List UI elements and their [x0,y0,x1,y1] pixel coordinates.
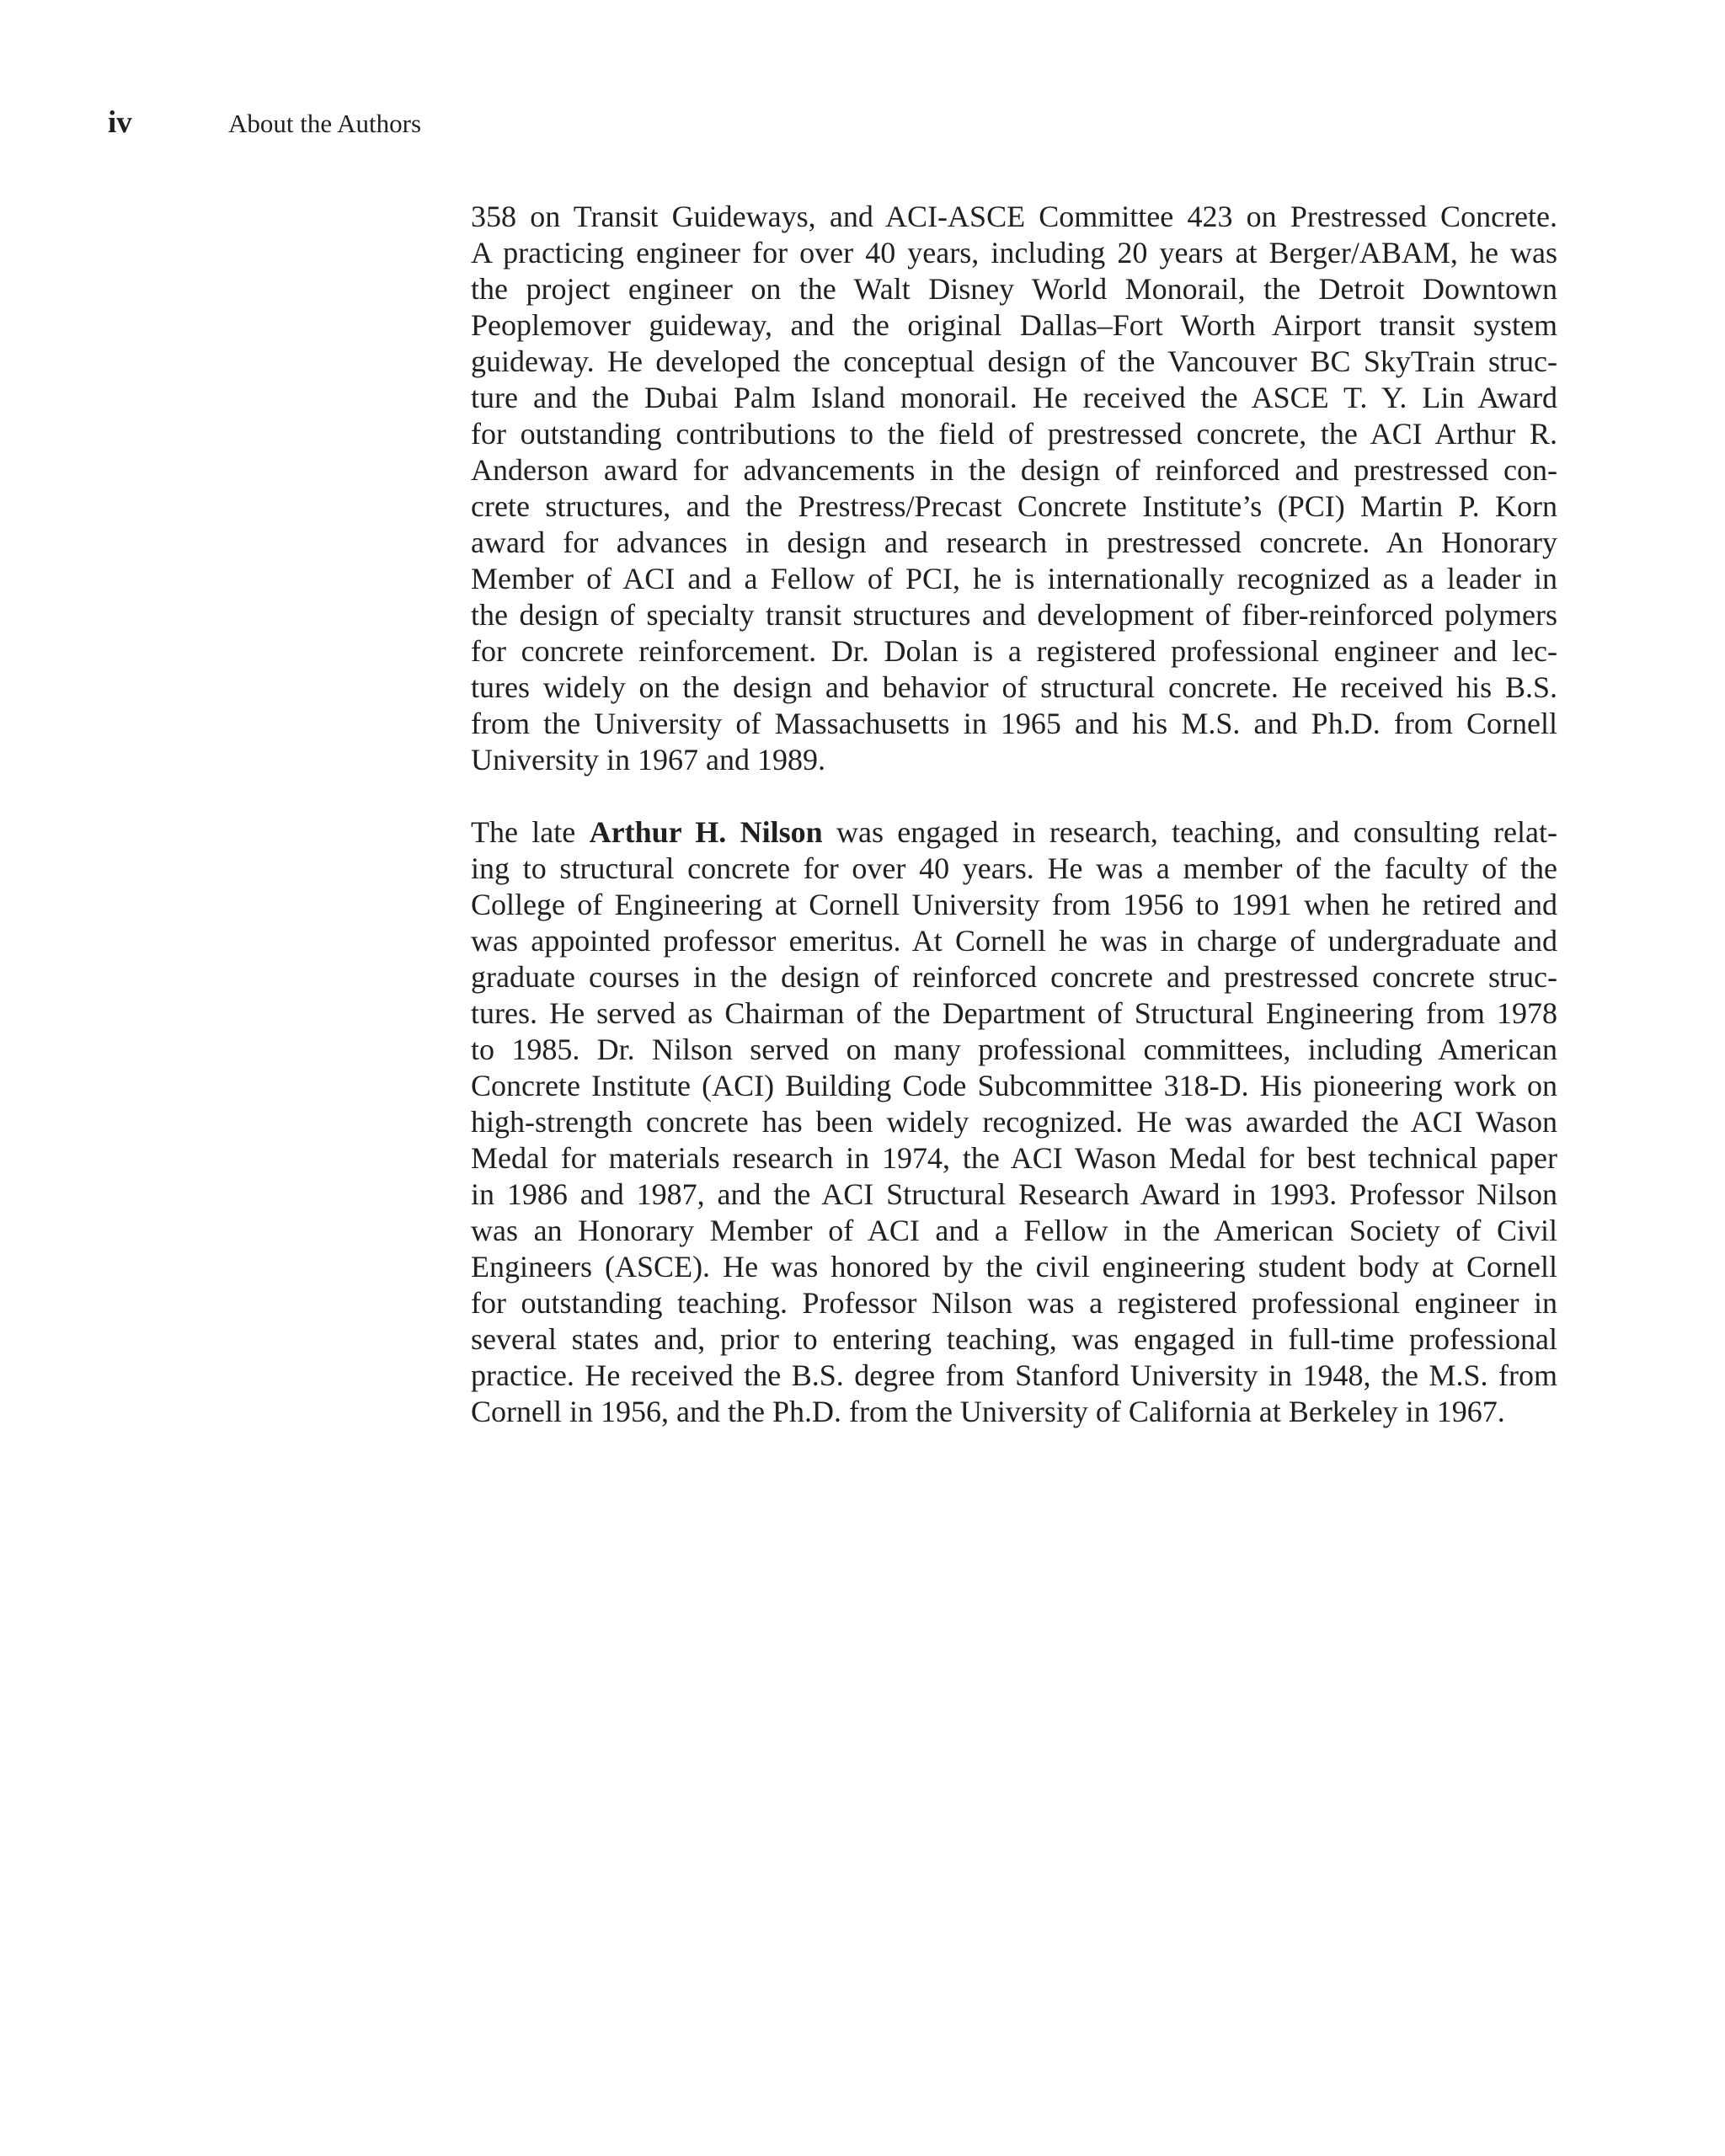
text-line: several states and, prior to entering teaching, was engaged in full-time professional [471,1322,1557,1356]
text-line: for concrete reinforcement. Dr. Dolan is a registered professional engineer and lec- [471,634,1557,668]
text-line: University in 1967 and 1989. [471,743,825,776]
text-suffix: was engaged in research, teaching, and consulting relat- [822,815,1557,849]
text-line: high-strength concrete has been widely recognized. He was awarded the ACI Wason [471,1105,1557,1139]
paragraph-nilson-bio [471,814,1557,1430]
text-line: crete structures, and the Prestress/Precast Concrete Institute’s (PCI) Martin P. Korn [471,489,1557,523]
text-line: for outstanding contributions to the field of prestressed concrete, the ACI Arthur R. [471,417,1557,451]
text-line: A practicing engineer for over 40 years, including 20 years at Berger/ABAM, he was [471,236,1557,270]
text-line: was appointed professor emeritus. At Cornell he was in charge of undergraduate and [471,924,1557,958]
text-line: tures widely on the design and behavior of structural concrete. He received his B.S. [471,670,1557,704]
text-line: graduate courses in the design of reinforced concrete and prestressed concrete struc- [471,960,1557,994]
body-text [471,199,1557,1430]
text-line: practice. He received the B.S. degree from Stanford University in 1948, the M.S. from [471,1358,1557,1392]
text-line: in 1986 and 1987, and the ACI Structural Research Award in 1993. Professor Nilson [471,1177,1557,1211]
text-line: award for advances in design and research in prestressed concrete. An Honorary [471,526,1557,559]
text-line: Cornell in 1956, and the Ph.D. from the University of California at Berkeley in 1967. [471,1395,1505,1428]
text-line: Member of ACI and a Fellow of PCI, he is internationally recognized as a leader in [471,562,1557,595]
text-line: Anderson award for advancements in the design of reinforced and prestressed con- [471,453,1557,487]
text-line: College of Engineering at Cornell University from 1956 to 1991 when he retired and [471,888,1557,921]
author-name: Arthur H. Nilson [589,815,823,849]
page-number: iv [108,105,132,140]
text-line: Peoplemover guideway, and the original Dallas–Fort Worth Airport transit system [471,308,1557,342]
text-line: for outstanding teaching. Professor Nilson was a registered professional engineer in [471,1286,1557,1320]
text-line: ture and the Dubai Palm Island monorail. He received the ASCE T. Y. Lin Award [471,381,1557,414]
text-line: Medal for materials research in 1974, the ACI Wason Medal for best technical paper [471,1141,1557,1175]
running-head-title: About the Authors [228,109,422,138]
text-line-first [471,814,1557,851]
text-line: 358 on Transit Guideways, and ACI-ASCE Committee 423 on Prestressed Concrete. [471,200,1557,233]
paragraph-dolan-bio [471,199,1557,778]
text-line: guideway. He developed the conceptual design of the Vancouver BC SkyTrain struc- [471,344,1557,378]
text-line: tures. He served as Chairman of the Department of Structural Engineering from 1978 [471,996,1557,1030]
text-line: the design of specialty transit structures and development of fiber-reinforced polymers [471,598,1557,632]
text-line: Engineers (ASCE). He was honored by the civil engineering student body at Cornell [471,1250,1557,1283]
text-line: from the University of Massachusetts in 1965 and his M.S. and Ph.D. from Cornell [471,707,1557,740]
text-prefix: The late [471,815,590,849]
text-line: Concrete Institute (ACI) Building Code Subcommittee 318-D. His pioneering work on [471,1069,1557,1102]
text-line: ing to structural concrete for over 40 years. He was a member of the faculty of the [471,851,1557,885]
running-head [108,104,421,138]
text-line: was an Honorary Member of ACI and a Fellow in the American Society of Civil [471,1214,1557,1247]
paragraph-gap [471,778,1557,814]
text-line: to 1985. Dr. Nilson served on many professional committees, including American [471,1033,1557,1066]
text-line: the project engineer on the Walt Disney World Monorail, the Detroit Downtown [471,272,1557,306]
